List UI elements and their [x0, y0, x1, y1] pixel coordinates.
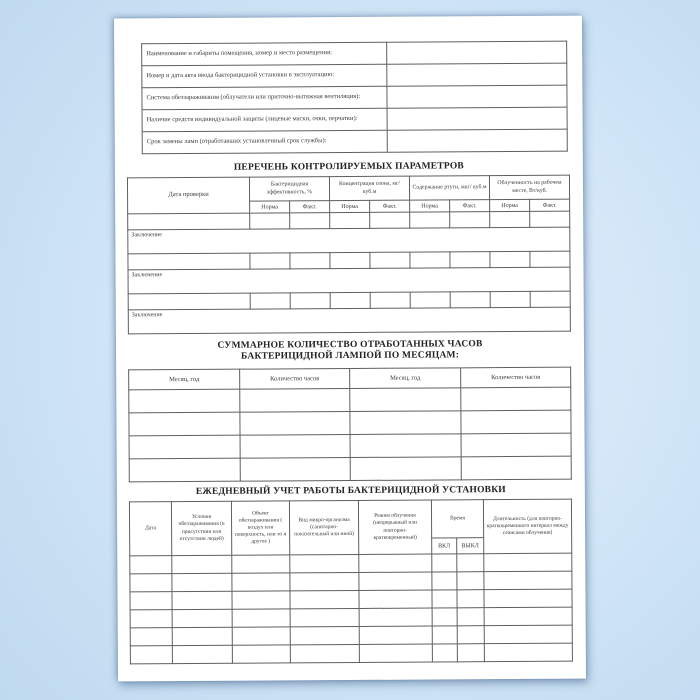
- bactericidal-efficiency-header: Бактерицидная эффективность, %: [249, 177, 329, 201]
- info-value-cell: [387, 129, 567, 152]
- hours-data-cell: [240, 435, 350, 459]
- params-data-cell: [530, 251, 570, 267]
- daily-table: [129, 499, 573, 665]
- params-data-cell: [490, 211, 530, 227]
- params-data-cell: [250, 253, 290, 269]
- params-data-cell: [370, 252, 410, 268]
- params-data-cell: [128, 253, 250, 270]
- params-data-cell: [530, 211, 570, 227]
- params-data-cell: [410, 292, 450, 308]
- disinfection-object-header: Объект обеззараживания ( воздух или поверхность, или то и другое ): [231, 501, 289, 555]
- parameters-title: ПЕРЕЧЕНЬ КОНТРОЛИРУЕМЫХ ПАРАМЕТРОВ: [233, 161, 464, 173]
- info-label: Наименование и габариты помещения, номер и место размещения:: [142, 42, 387, 65]
- daily-data-cell: [130, 646, 172, 664]
- daily-data-cell: [232, 609, 290, 627]
- hours-data-cell: [350, 388, 461, 412]
- info-row: [142, 85, 567, 110]
- hours-data-row: [129, 433, 571, 459]
- conclusion-row: [128, 267, 570, 294]
- daily-data-cell: [130, 574, 172, 592]
- hours-count-header: Количество часов: [461, 367, 571, 388]
- daily-data-cell: [232, 591, 290, 609]
- daily-data-cell: [172, 627, 232, 645]
- daily-data-cell: [290, 608, 359, 626]
- daily-data-cell: [359, 554, 432, 572]
- parameters-table: [127, 175, 571, 335]
- mercury-content-header: Содержание ртути, мкг/ куб.м: [409, 176, 489, 200]
- params-data-cell: [128, 293, 250, 310]
- hours-data-cell: [240, 458, 350, 482]
- params-header-row: [127, 175, 569, 202]
- daily-data-cell: [359, 572, 432, 590]
- ozone-concentration-header: Концентрация озона, мг/ куб.м: [329, 176, 409, 200]
- conclusion-label: Заключение: [128, 307, 570, 334]
- info-row: [142, 41, 567, 66]
- norm-header: Норма: [250, 201, 290, 213]
- hours-header-row: [129, 367, 571, 390]
- params-data-cell: [290, 253, 330, 269]
- hours-data-cell: [461, 433, 571, 457]
- hours-data-cell: [350, 434, 461, 458]
- daily-data-cell: [130, 556, 172, 574]
- info-label: Срок замены ламп (отработавших установленный срок службы):: [142, 130, 387, 153]
- daily-data-cell: [484, 643, 572, 662]
- time-on-header: ВКЛ: [432, 538, 457, 554]
- params-data-cell: [330, 212, 370, 228]
- info-row: [142, 63, 567, 88]
- hours-title-line2: БАКТЕРИЦИДНОЙ ЛАМПОЙ ПО МЕСЯЦАМ:: [240, 350, 460, 362]
- daily-data-cell: [457, 572, 484, 590]
- daily-data-cell: [457, 626, 484, 644]
- time-header: Время: [431, 500, 483, 538]
- params-data-cell: [370, 212, 410, 228]
- info-row: [142, 107, 567, 132]
- info-row: [142, 129, 567, 154]
- hours-title: [116, 339, 584, 364]
- info-table: [141, 41, 568, 155]
- hours-data-cell: [129, 412, 240, 436]
- hours-data-cell: [129, 435, 240, 459]
- daily-data-cell: [359, 608, 432, 626]
- fact-header: Факт.: [290, 201, 330, 213]
- hours-data-cell: [461, 387, 571, 411]
- daily-data-cell: [432, 608, 457, 626]
- norm-header: Норма: [330, 200, 370, 212]
- params-data-cell: [530, 291, 570, 307]
- conclusion-label: Заключение: [128, 267, 570, 294]
- daily-data-cell: [457, 554, 484, 572]
- daily-data-cell: [457, 644, 484, 662]
- daily-data-cell: [484, 571, 572, 590]
- params-data-cell: [450, 212, 490, 228]
- conclusion-row: [128, 307, 570, 334]
- hours-data-row: [129, 456, 571, 482]
- daily-data-cell: [359, 590, 432, 608]
- norm-header: Норма: [490, 199, 530, 211]
- daily-data-cell: [290, 590, 359, 608]
- daily-data-cell: [457, 608, 484, 626]
- daily-data-cell: [484, 553, 572, 572]
- date-header: Дата: [129, 502, 171, 556]
- info-label: Номер и дата акта ввода бактерицидной установки в эксплуатацию:: [142, 64, 387, 87]
- norm-header: Норма: [410, 200, 450, 212]
- hours-data-cell: [240, 389, 350, 413]
- daily-data-cell: [172, 555, 232, 573]
- params-data-cell: [490, 251, 530, 267]
- params-data-cell: [330, 292, 370, 308]
- irradiance-header: Облученность на рабочем месте, Вт/куб.: [489, 175, 569, 199]
- hours-data-row: [129, 410, 571, 436]
- daily-data-cell: [232, 645, 290, 663]
- hours-count-header: Количество часов: [240, 369, 350, 390]
- conclusion-label: Заключение: [128, 227, 570, 254]
- info-value-cell: [387, 107, 567, 130]
- fact-header: Факт.: [370, 200, 410, 212]
- duration-header: Длительность (для повторно- кратковременного интервал между сеансами облучения): [483, 499, 571, 554]
- date-check-header: Дата проверки: [127, 177, 249, 214]
- hours-data-cell: [350, 411, 461, 435]
- hours-data-cell: [129, 458, 240, 482]
- daily-title: ЕЖЕДНЕВНЫЙ УЧЕТ РАБОТЫ БАКТЕРИЦИДНОЙ УСТАНОВКИ: [195, 485, 506, 497]
- daily-data-cell: [290, 572, 359, 590]
- hours-data-cell: [461, 410, 571, 434]
- daily-data-cell: [432, 644, 457, 662]
- daily-data-cell: [232, 573, 290, 591]
- daily-data-cell: [484, 589, 572, 608]
- params-data-cell: [450, 292, 490, 308]
- daily-data-cell: [359, 644, 432, 662]
- params-data-cell: [330, 252, 370, 268]
- daily-data-cell: [130, 628, 172, 646]
- params-data-cell: [290, 293, 330, 309]
- daily-data-cell: [130, 592, 172, 610]
- params-data-cell: [450, 252, 490, 268]
- params-data-cell: [490, 291, 530, 307]
- hours-data-row: [129, 387, 571, 413]
- disinfection-conditions-header: Условия обеззараживания (в присутствии или отсутствии людей): [171, 501, 231, 555]
- info-label: Наличие средств индивидуальной защиты (лицевые маски, очки, перчатки):: [142, 108, 387, 131]
- daily-data-cell: [432, 590, 457, 608]
- daily-data-cell: [432, 626, 457, 644]
- daily-data-cell: [484, 625, 572, 644]
- daily-data-cell: [130, 610, 172, 628]
- hours-data-cell: [350, 457, 461, 481]
- daily-data-cell: [172, 591, 232, 609]
- daily-data-cell: [172, 609, 232, 627]
- irradiation-mode-header: Режим облучения (непрерывный или повторно- кратковременный): [358, 500, 431, 554]
- hours-table: [128, 367, 572, 483]
- fact-header: Факт.: [530, 199, 570, 211]
- info-value-cell: [387, 85, 567, 108]
- params-data-cell: [410, 252, 450, 268]
- daily-data-cell: [290, 554, 359, 572]
- hours-data-cell: [129, 389, 240, 413]
- daily-data-cell: [432, 554, 457, 572]
- params-data-cell: [290, 213, 330, 229]
- daily-data-cell: [290, 644, 359, 662]
- conclusion-row: [128, 227, 570, 254]
- daily-data-cell: [172, 573, 232, 591]
- time-off-header: ВЫКЛ: [457, 538, 484, 554]
- params-data-cell: [250, 293, 290, 309]
- hours-data-cell: [461, 456, 571, 480]
- params-data-cell: [410, 212, 450, 228]
- daily-data-cell: [290, 626, 359, 644]
- fact-header: Факт.: [450, 200, 490, 212]
- microorganism-type-header: Вид микро-организма (санитарно- показательный или иной): [289, 500, 358, 554]
- daily-data-cell: [172, 645, 232, 663]
- month-year-header: Месяц, год: [350, 368, 461, 389]
- daily-header-row: [129, 499, 571, 540]
- params-data-cell: [370, 292, 410, 308]
- month-year-header: Месяц, год: [129, 369, 240, 390]
- daily-data-cell: [457, 590, 484, 608]
- daily-data-cell: [359, 626, 432, 644]
- info-value-cell: [387, 63, 567, 86]
- daily-data-cell: [484, 607, 572, 626]
- params-data-cell: [250, 213, 290, 229]
- daily-data-cell: [232, 627, 290, 645]
- daily-data-cell: [432, 572, 457, 590]
- info-label: Система обеззараживания (облучатели или приточно-вытяжная вентиляция):: [142, 86, 387, 109]
- document-page: [114, 16, 586, 682]
- hours-data-cell: [240, 412, 350, 436]
- params-data-cell: [128, 213, 250, 230]
- daily-data-row: [130, 643, 572, 664]
- hours-title-line1: СУММАРНОЕ КОЛИЧЕСТВО ОТРАБОТАННЫХ ЧАСОВ: [217, 339, 483, 351]
- info-value-cell: [387, 41, 567, 64]
- daily-data-cell: [232, 555, 290, 573]
